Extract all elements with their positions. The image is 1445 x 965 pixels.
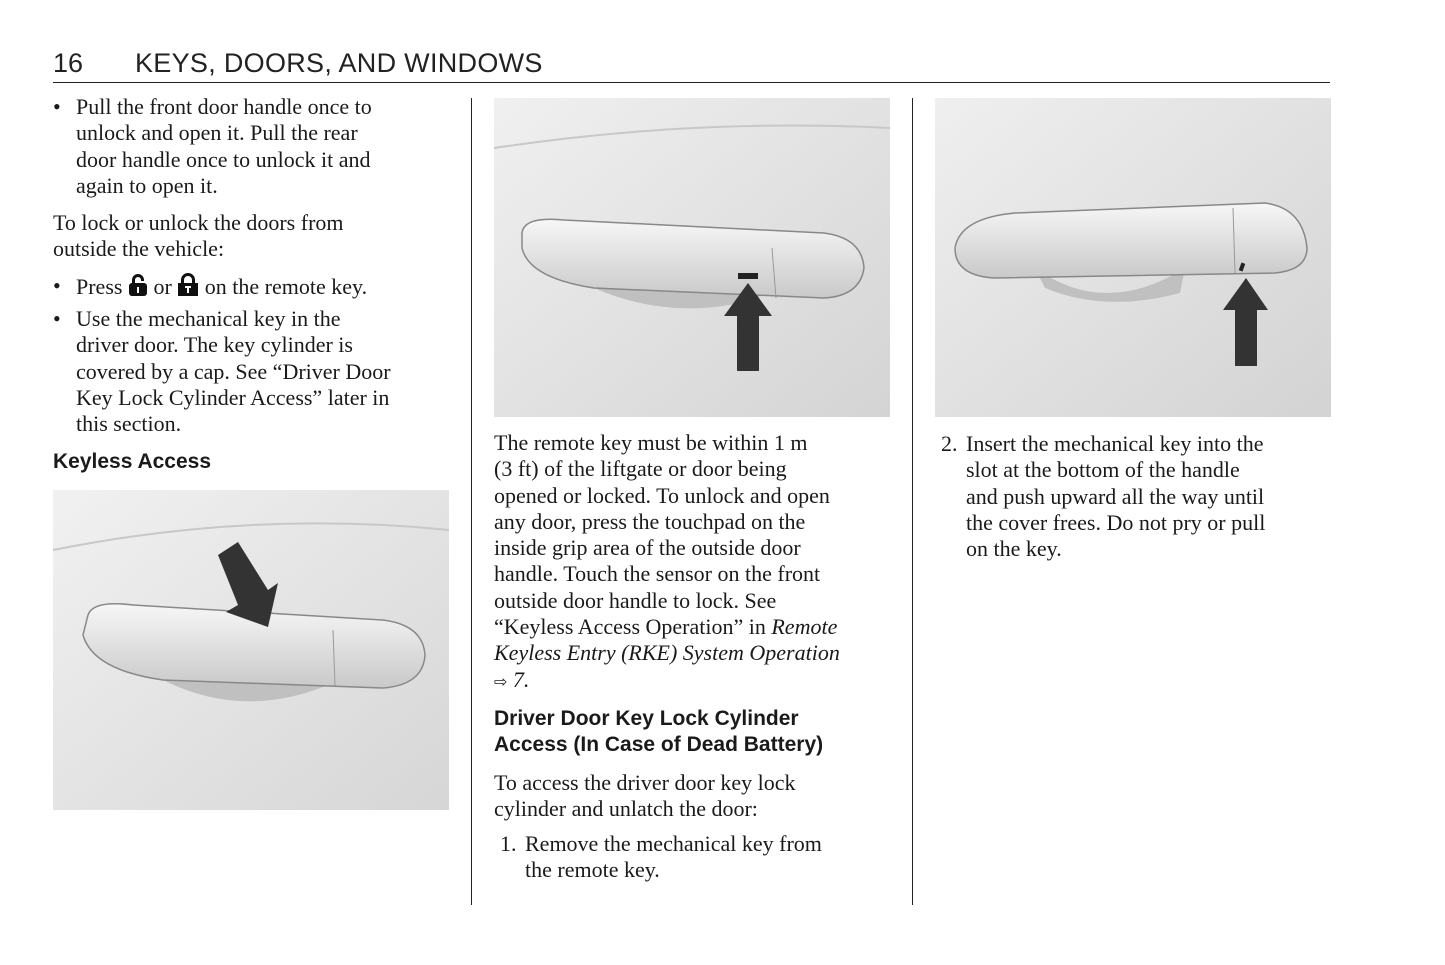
key-cylinder-cover-figure (935, 98, 1331, 417)
door-handle-cap-figure (494, 98, 890, 417)
unlock-icon (128, 273, 148, 297)
reference-arrow-icon: ⇨ (494, 671, 508, 691)
intro-text: To lock or unlock the doors from outside the vehicle: (53, 210, 344, 262)
bullet-item: • Pull the front door handle once to unlock and open it. Pull the rear door handle once to unlock it and again to open it. (53, 94, 372, 198)
bullet-item: • Press or on the remote key. (53, 272, 368, 299)
door-handle-touchpad-figure (53, 490, 449, 810)
step-item: 2. Insert the mechanical key into the slot at the bottom of the handle and push upward all the way until the cover frees. Do not pry or pull on the key. (941, 431, 1266, 562)
section-heading: Driver Door Key Lock Cylinder Access (In Case of Dead Battery) (494, 706, 824, 757)
lock-icon (177, 273, 199, 297)
keyless-paragraph: The remote key must be within 1 m (3 ft) of the liftgate or door being opened or locked. To unlock and open any door, press the touchpad on the inside grip area of the outside door handle. Touch the sensor on the front outside door handle to lock. See “Keyless Access Operation” in Remote Keyless Entry (RKE) System Operation ⇨ 7. (494, 430, 840, 692)
page-header (53, 46, 1330, 83)
column-1 (53, 94, 449, 810)
reference-link[interactable]: Remote Keyless Entry (RKE) System Operation (494, 614, 840, 666)
column-divider (912, 98, 913, 905)
section-title: KEYS, DOORS, AND WINDOWS (135, 48, 543, 78)
column-divider (471, 98, 472, 905)
step-item: 1. Remove the mechanical key from the remote key. (500, 830, 822, 882)
page-reference[interactable]: 7. (507, 666, 530, 692)
column-3 (935, 94, 1331, 562)
bullet-item: • Use the mechanical key in the driver door. The key cylinder is covered by a cap. See “Driver Door Key Lock Cylinder Access” later in this section. (53, 306, 391, 437)
section-heading: Keyless Access (53, 449, 212, 473)
column-2 (494, 94, 890, 883)
access-intro: To access the driver door key lock cylinder and unlatch the door: (494, 769, 796, 822)
page-number: 16 (53, 48, 84, 78)
